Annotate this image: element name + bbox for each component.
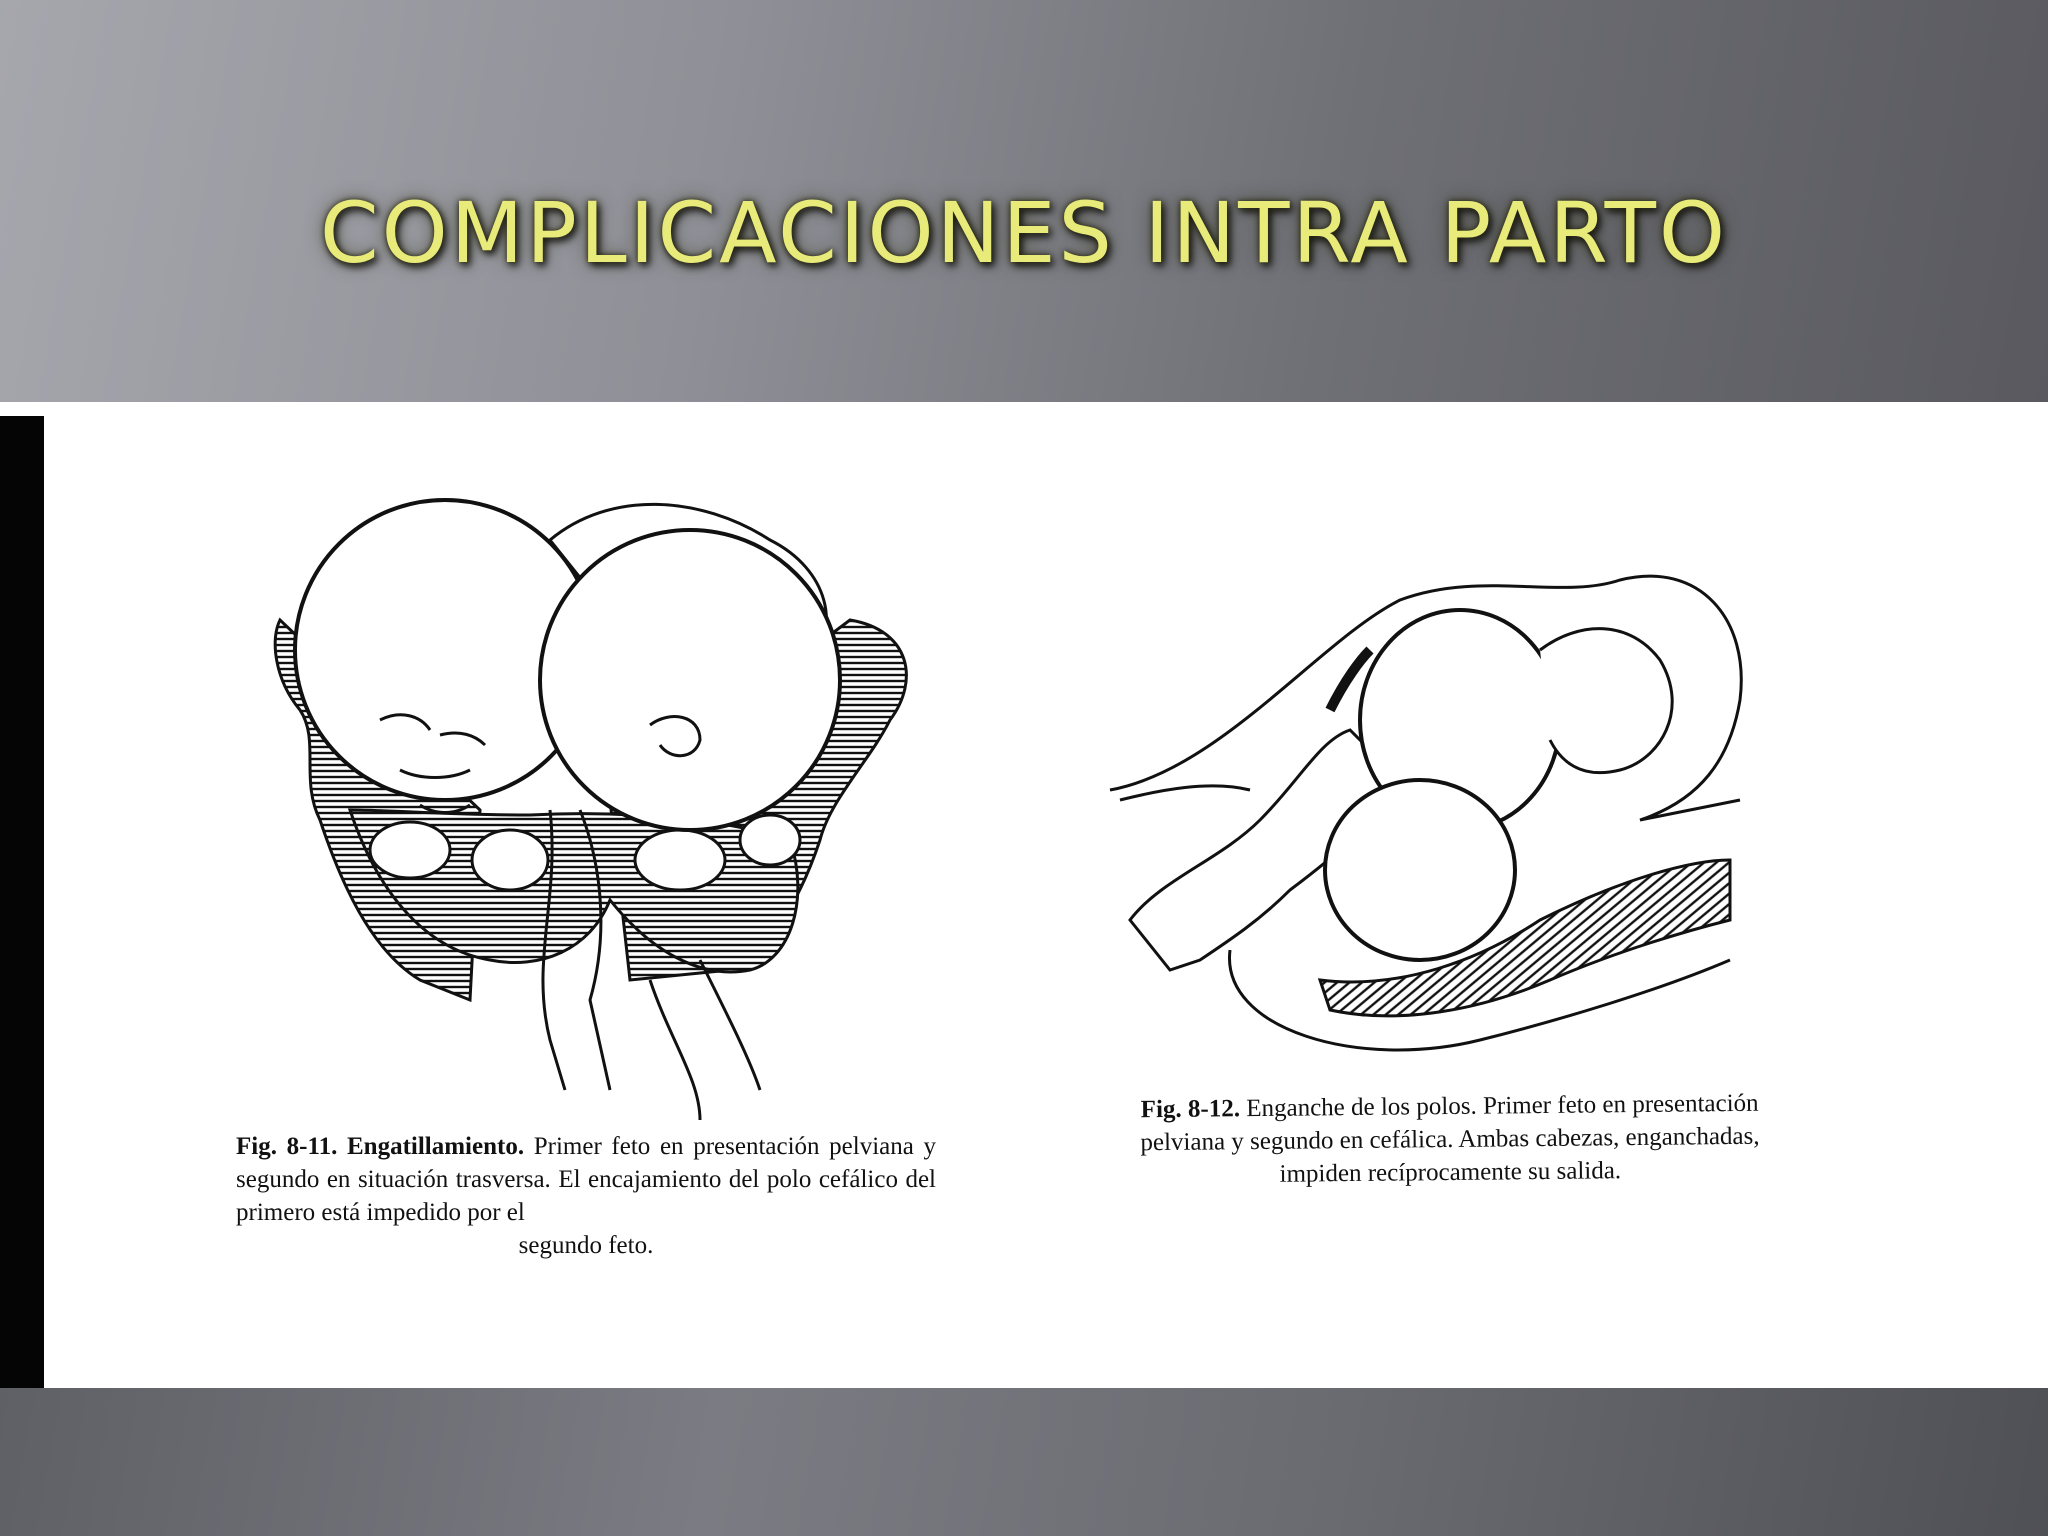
caption-figure-8-12 xyxy=(1100,1086,1801,1192)
caption-label: Fig. 8-12. xyxy=(1140,1095,1241,1124)
caption-title: Enganche de los polos. xyxy=(1246,1092,1477,1123)
enganche-drawing xyxy=(1100,560,1800,1080)
caption-last-line: segundo feto. xyxy=(518,1232,654,1259)
engatillamiento-drawing xyxy=(230,480,950,1120)
scan-edge xyxy=(0,416,44,1388)
caption-label: Fig. 8-11. xyxy=(236,1133,338,1160)
fetus-head-second xyxy=(540,530,840,830)
caption-text: Primer feto en presentación pelviana y segundo en situación trasversa. El encajamiento del polo cefálico del primero está impedido por el xyxy=(236,1133,937,1226)
footer-band xyxy=(0,1388,2048,1536)
fetus-head-lower xyxy=(1325,780,1515,960)
caption-figure-8-11 xyxy=(236,1130,936,1262)
caption-title: Engatillamiento. xyxy=(346,1133,525,1160)
caption-text: Primer feto en presentación pelviana y segundo en cefálica. Ambas cabezas, enganchadas, impiden recíprocamente su salida. xyxy=(1140,1089,1760,1188)
figure-8-11-illustration xyxy=(230,480,950,1120)
figure-8-12-illustration xyxy=(1100,560,1800,1080)
slide-title: COMPLICACIONES INTRA PARTO xyxy=(319,184,1729,283)
